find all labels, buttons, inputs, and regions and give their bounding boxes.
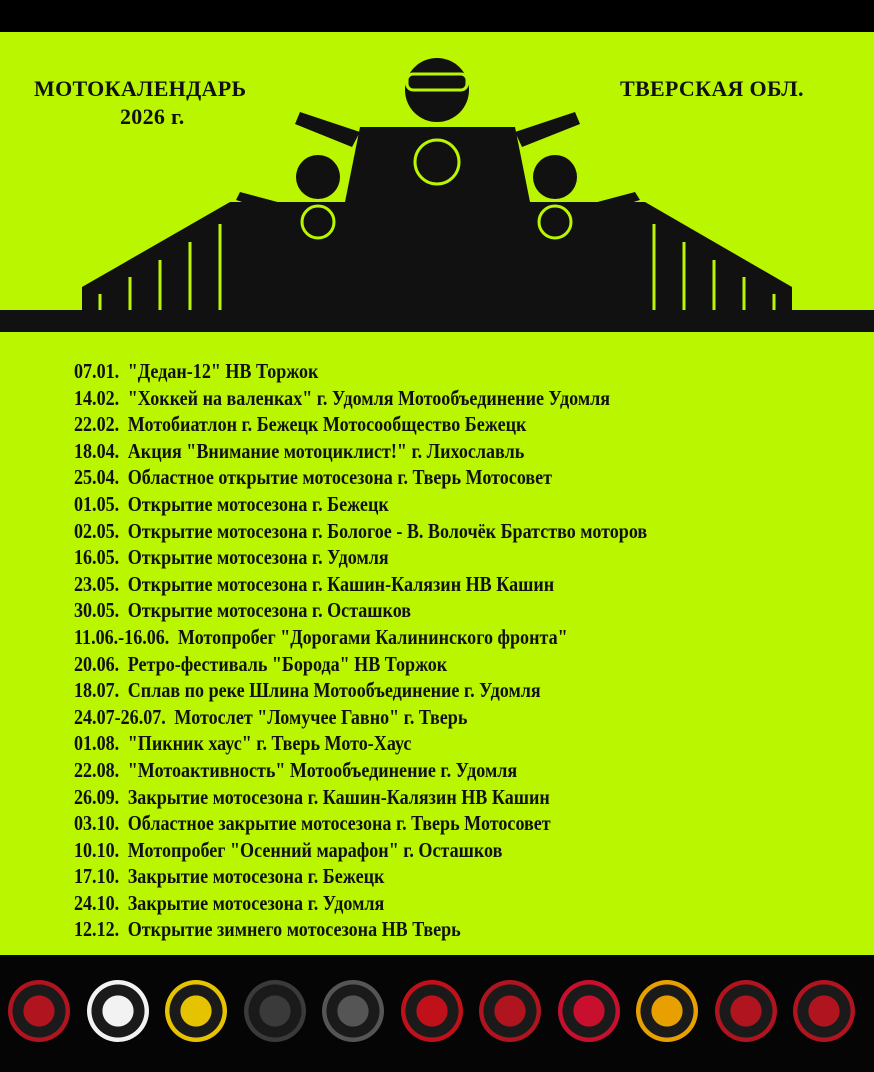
event-date: 30.05. <box>74 598 120 623</box>
club-logo <box>165 980 227 1042</box>
event-row <box>74 544 647 571</box>
event-text: Закрытие мотосезона г. Бежецк <box>127 864 385 889</box>
event-list <box>74 358 741 943</box>
event-text: Мотослет "Ломучее Гавно" г. Тверь <box>174 704 468 729</box>
event-row <box>74 916 647 943</box>
event-date: 07.01. <box>74 359 120 383</box>
event-date: 22.02. <box>74 412 120 437</box>
club-logos-strip <box>0 955 874 1072</box>
event-row <box>74 464 647 491</box>
event-row <box>74 411 647 438</box>
poster <box>0 32 874 955</box>
event-row <box>74 677 647 704</box>
event-row <box>74 571 647 598</box>
event-row <box>74 810 647 837</box>
event-row <box>74 837 647 864</box>
event-text: Мотопробег "Осенний марафон" г. Осташков <box>127 837 503 862</box>
event-text: Открытие мотосезона г. Удомля <box>127 545 389 570</box>
event-text: Открытие мотосезона г. Кашин-Калязин НВ Кашин <box>127 571 555 596</box>
event-date: 26.09. <box>74 784 120 809</box>
event-row <box>74 863 647 890</box>
region-title: ТВЕРСКАЯ ОБЛ. <box>620 76 804 101</box>
event-date: 02.05. <box>74 518 120 543</box>
calendar-title: МОТОКАЛЕНДАРЬ <box>34 76 247 101</box>
event-row <box>74 438 647 465</box>
event-date: 10.10. <box>74 837 120 862</box>
event-row <box>74 757 647 784</box>
event-row <box>74 385 647 412</box>
event-row <box>74 491 647 518</box>
club-logo <box>322 980 384 1042</box>
event-date: 01.08. <box>74 731 120 756</box>
event-row <box>74 518 647 545</box>
event-text: Открытие мотосезона г. Бежецк <box>127 491 389 516</box>
calendar-year: 2026 г. <box>120 104 185 129</box>
club-logo <box>479 980 541 1042</box>
event-text: Ретро-фестиваль "Борода" НВ Торжок <box>127 651 448 676</box>
event-text: "Хоккей на валенках" г. Удомля Мотообъединение Удомля <box>127 385 611 410</box>
event-date: 23.05. <box>74 571 120 596</box>
event-date: 24.10. <box>74 890 120 915</box>
event-row <box>74 784 647 811</box>
event-date: 14.02. <box>74 385 120 410</box>
club-logo <box>401 980 463 1042</box>
event-row <box>74 651 647 678</box>
event-text: Мотобиатлон г. Бежецк Мотосообщество Бежецк <box>127 412 527 437</box>
club-logo <box>636 980 698 1042</box>
event-text: "Пикник хаус" г. Тверь Мото-Хаус <box>127 731 412 756</box>
event-row <box>74 890 647 917</box>
club-logo <box>244 980 306 1042</box>
event-text: Акция "Внимание мотоциклист!" г. Лихославль <box>127 438 525 463</box>
event-date: 25.04. <box>74 465 120 490</box>
club-logo <box>87 980 149 1042</box>
event-text: "Дедан-12" НВ Торжок <box>127 359 319 383</box>
event-text: Открытие мотосезона г. Осташков <box>127 598 412 623</box>
event-date: 22.08. <box>74 757 120 782</box>
event-date: 24.07-26.07. <box>74 704 166 729</box>
event-date: 17.10. <box>74 864 120 889</box>
event-date: 01.05. <box>74 491 120 516</box>
event-text: "Мотоактивность" Мотообъединение г. Удомля <box>127 757 518 782</box>
club-logo <box>715 980 777 1042</box>
event-text: Закрытие мотосезона г. Кашин-Калязин НВ Кашин <box>127 784 550 809</box>
event-row <box>74 730 647 757</box>
event-date: 18.07. <box>74 678 120 703</box>
club-logo <box>8 980 70 1042</box>
event-text: Мотопробег "Дорогами Калининского фронта" <box>177 624 568 649</box>
event-text: Открытие зимнего мотосезона НВ Тверь <box>127 917 461 942</box>
event-text: Открытие мотосезона г. Бологое - В. Волочёк Братство моторов <box>127 518 648 543</box>
club-logo <box>793 980 855 1042</box>
event-date: 11.06.-16.06. <box>74 624 170 649</box>
event-text: Областное закрытие мотосезона г. Тверь Мотосовет <box>127 811 551 836</box>
event-text: Сплав по реке Шлина Мотообъединение г. Удомля <box>127 678 541 703</box>
event-row <box>74 624 647 651</box>
event-date: 03.10. <box>74 811 120 836</box>
club-logo <box>558 980 620 1042</box>
event-row <box>74 704 647 731</box>
event-text: Областное открытие мотосезона г. Тверь Мотосовет <box>127 465 553 490</box>
event-row <box>74 358 647 385</box>
event-date: 12.12. <box>74 917 120 942</box>
event-date: 16.05. <box>74 545 120 570</box>
event-date: 18.04. <box>74 438 120 463</box>
event-date: 20.06. <box>74 651 120 676</box>
event-text: Закрытие мотосезона г. Удомля <box>127 890 385 915</box>
event-row <box>74 597 647 624</box>
